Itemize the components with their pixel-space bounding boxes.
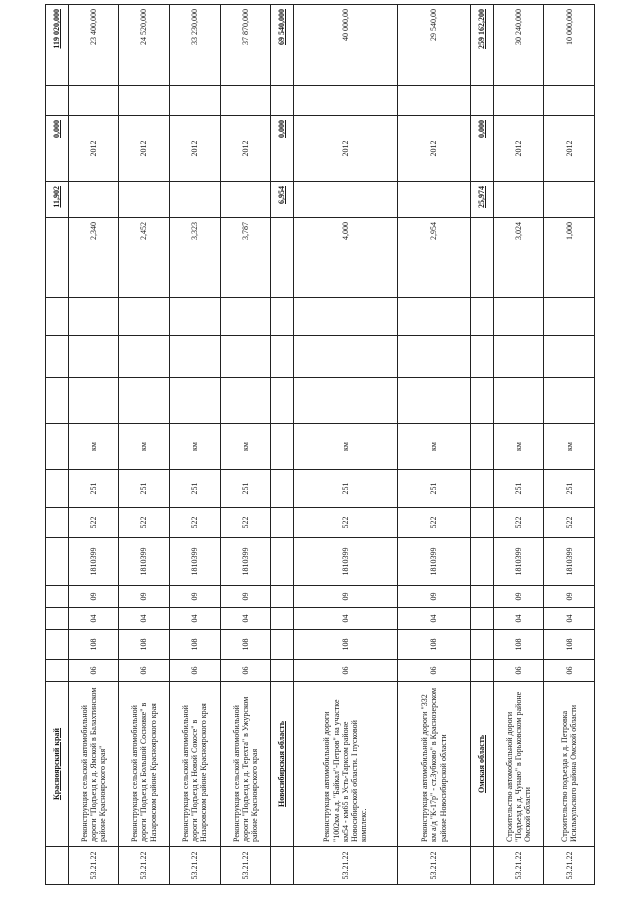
empty-cell: [271, 218, 294, 298]
row-unit: км: [293, 424, 397, 470]
row-code-ministry: 06: [220, 660, 271, 682]
region-name: Омская область: [471, 682, 494, 847]
region-total-zero: 0,000: [271, 116, 294, 182]
row-code-expense-type: 522: [397, 508, 470, 538]
empty-cell: [169, 86, 220, 116]
empty-cell: [220, 86, 271, 116]
empty-cell: [471, 586, 494, 608]
empty-cell: [169, 182, 220, 218]
row-code-ministry: 06: [544, 660, 595, 682]
row-length: 1,000: [544, 218, 595, 298]
empty-cell: [169, 378, 220, 424]
empty-cell: [68, 86, 119, 116]
object-row: [397, 5, 470, 885]
row-code-section: 04: [169, 608, 220, 630]
empty-cell: [119, 182, 170, 218]
row-year: 2012: [220, 116, 271, 182]
row-code-subsection: 09: [544, 586, 595, 608]
row-object-name: Реконструкция сельской автомобильной дороги "Подъезд к д. Терехта" в Ужурском районе Красноярского края: [220, 682, 271, 847]
empty-cell: [493, 298, 544, 336]
row-code: 53.21.22: [119, 847, 170, 885]
empty-cell: [271, 298, 294, 336]
empty-cell: [471, 508, 494, 538]
row-year: 2012: [397, 116, 470, 182]
object-row: [544, 5, 595, 885]
row-code-chapter: 108: [220, 630, 271, 660]
empty-cell: [397, 378, 470, 424]
row-code-kosgu: 251: [493, 470, 544, 508]
row-code-ministry: 06: [293, 660, 397, 682]
empty-cell: [46, 586, 69, 608]
empty-cell: [220, 336, 271, 378]
empty-cell: [68, 298, 119, 336]
row-code-chapter: 108: [68, 630, 119, 660]
row-code-kosgu: 251: [68, 470, 119, 508]
row-code-kosgu: 251: [293, 470, 397, 508]
row-code: 53.21.22: [544, 847, 595, 885]
row-object-name: Реконструкция сельской автомобильной дороги "Подъезд к д. Ямской в Балахтинском районе Красноярского края": [68, 682, 119, 847]
row-code-target: 1810399: [293, 538, 397, 586]
row-code-subsection: 09: [169, 586, 220, 608]
empty-cell: [471, 470, 494, 508]
empty-cell: [471, 86, 494, 116]
row-code-kosgu: 251: [220, 470, 271, 508]
row-code: 53.21.22: [169, 847, 220, 885]
region-total-amount: 119 020,000: [46, 5, 69, 86]
row-unit: км: [544, 424, 595, 470]
row-year: 2012: [544, 116, 595, 182]
region-total-zero: 0,000: [46, 116, 69, 182]
region-total-length: 6,954: [271, 182, 294, 218]
empty-cell: [271, 86, 294, 116]
empty-cell: [471, 336, 494, 378]
empty-cell: [271, 608, 294, 630]
row-object-name: Реконструкция автомобильной дороги "1002км а.д. "Байкал"-Петров" на участке км54 - км65 в Усть-Тарксом районе Новосибирской области. I пусковой комплекс.: [293, 682, 397, 847]
row-code-subsection: 09: [293, 586, 397, 608]
empty-cell: [544, 182, 595, 218]
rotated-table-wrapper: [45, 9, 595, 885]
row-unit: км: [220, 424, 271, 470]
row-unit: км: [493, 424, 544, 470]
empty-cell: [293, 378, 397, 424]
row-length: 3,024: [493, 218, 544, 298]
empty-cell: [169, 298, 220, 336]
empty-cell: [471, 847, 494, 885]
row-object-name: Строительство автомобильной дороги "Подъезд к д. Чунаю" в Горьковском районе Омской области: [493, 682, 544, 847]
empty-cell: [293, 298, 397, 336]
row-code-subsection: 09: [493, 586, 544, 608]
empty-cell: [220, 182, 271, 218]
region-name: Новосибирская область: [271, 682, 294, 847]
row-code-ministry: 06: [397, 660, 470, 682]
row-unit: км: [397, 424, 470, 470]
row-code-chapter: 108: [397, 630, 470, 660]
row-unit: км: [169, 424, 220, 470]
row-amount: 24 520,000: [119, 5, 170, 86]
empty-cell: [544, 378, 595, 424]
row-year: 2012: [293, 116, 397, 182]
empty-cell: [46, 538, 69, 586]
investment-objects-table: [45, 4, 595, 885]
row-year: 2012: [493, 116, 544, 182]
row-code-kosgu: 251: [169, 470, 220, 508]
empty-cell: [46, 630, 69, 660]
row-code: 53.21.22: [293, 847, 397, 885]
empty-cell: [169, 336, 220, 378]
row-code-expense-type: 522: [119, 508, 170, 538]
empty-cell: [271, 660, 294, 682]
empty-cell: [46, 608, 69, 630]
row-length: 2,340: [68, 218, 119, 298]
row-code-subsection: 09: [220, 586, 271, 608]
row-code-chapter: 108: [119, 630, 170, 660]
row-unit: км: [68, 424, 119, 470]
empty-cell: [68, 336, 119, 378]
empty-cell: [397, 86, 470, 116]
row-amount: 29 540,00: [397, 5, 470, 86]
row-code-section: 04: [493, 608, 544, 630]
row-code: 53.21.22: [220, 847, 271, 885]
empty-cell: [293, 86, 397, 116]
row-code-section: 04: [220, 608, 271, 630]
empty-cell: [471, 538, 494, 586]
row-code-section: 04: [119, 608, 170, 630]
row-code-target: 1810399: [397, 538, 470, 586]
row-length: 2,452: [119, 218, 170, 298]
empty-cell: [493, 182, 544, 218]
empty-cell: [471, 298, 494, 336]
row-code-subsection: 09: [397, 586, 470, 608]
empty-cell: [271, 630, 294, 660]
region-total-amount: 259 162,200: [471, 5, 494, 86]
row-amount: 10 000,000: [544, 5, 595, 86]
empty-cell: [471, 660, 494, 682]
row-amount: 40 000,00: [293, 5, 397, 86]
row-code-kosgu: 251: [119, 470, 170, 508]
object-row: [169, 5, 220, 885]
row-code-expense-type: 522: [544, 508, 595, 538]
row-code-ministry: 06: [119, 660, 170, 682]
row-code-subsection: 09: [119, 586, 170, 608]
empty-cell: [471, 218, 494, 298]
row-code-expense-type: 522: [68, 508, 119, 538]
empty-cell: [46, 378, 69, 424]
row-amount: 23 400,000: [68, 5, 119, 86]
object-row: [293, 5, 397, 885]
region-header-row: [46, 5, 69, 885]
empty-cell: [271, 508, 294, 538]
row-code-expense-type: 522: [220, 508, 271, 538]
empty-cell: [271, 424, 294, 470]
row-object-name: Строительство подъезда к д. Петровка Исилькульского района Омской области: [544, 682, 595, 847]
region-name: Красноярский край: [46, 682, 69, 847]
empty-cell: [46, 508, 69, 538]
empty-cell: [271, 378, 294, 424]
empty-cell: [544, 298, 595, 336]
region-total-zero: 0,000: [471, 116, 494, 182]
region-total-length: 11,902: [46, 182, 69, 218]
empty-cell: [397, 336, 470, 378]
row-code-section: 04: [397, 608, 470, 630]
empty-cell: [271, 538, 294, 586]
empty-cell: [293, 336, 397, 378]
row-length: 3,787: [220, 218, 271, 298]
row-code-section: 04: [544, 608, 595, 630]
empty-cell: [68, 378, 119, 424]
row-object-name: Реконструкция автомобильной дороги "332 км а/д "К-17р" - ст.Зубково" в Краснозерском районе Новосибирской области: [397, 682, 470, 847]
row-year: 2012: [68, 116, 119, 182]
region-total-length: 25,974: [471, 182, 494, 218]
empty-cell: [46, 470, 69, 508]
region-total-amount: 69 540,000: [271, 5, 294, 86]
row-code-target: 1810399: [119, 538, 170, 586]
empty-cell: [220, 298, 271, 336]
empty-cell: [471, 378, 494, 424]
row-code-target: 1810399: [544, 538, 595, 586]
row-object-name: Реконструкция сельской автомобильной дороги "Подъезд к Большой Сосновке" в Назаровском районе Красноярского края: [119, 682, 170, 847]
empty-cell: [493, 86, 544, 116]
row-code-expense-type: 522: [293, 508, 397, 538]
row-amount: 37 870,000: [220, 5, 271, 86]
row-code-target: 1810399: [220, 538, 271, 586]
empty-cell: [493, 378, 544, 424]
row-object-name: Реконструкция сельской автомобильной дороги "Подъезд к Новой Сокосе" в Назаровском районе Красноярского края: [169, 682, 220, 847]
row-code: 53.21.22: [397, 847, 470, 885]
table-body: [46, 5, 595, 885]
row-code-ministry: 06: [169, 660, 220, 682]
row-code-chapter: 108: [293, 630, 397, 660]
empty-cell: [471, 424, 494, 470]
empty-cell: [471, 630, 494, 660]
empty-cell: [119, 86, 170, 116]
empty-cell: [220, 378, 271, 424]
empty-cell: [46, 298, 69, 336]
row-code-kosgu: 251: [544, 470, 595, 508]
row-code: 53.21.22: [68, 847, 119, 885]
empty-cell: [119, 378, 170, 424]
empty-cell: [46, 218, 69, 298]
row-code-chapter: 108: [493, 630, 544, 660]
empty-cell: [46, 336, 69, 378]
empty-cell: [271, 470, 294, 508]
row-year: 2012: [169, 116, 220, 182]
object-row: [68, 5, 119, 885]
object-row: [220, 5, 271, 885]
empty-cell: [46, 660, 69, 682]
region-header-row: [471, 5, 494, 885]
empty-cell: [271, 336, 294, 378]
row-code-target: 1810399: [169, 538, 220, 586]
empty-cell: [119, 336, 170, 378]
row-amount: 30 240,000: [493, 5, 544, 86]
empty-cell: [544, 336, 595, 378]
row-code: 53.21.22: [493, 847, 544, 885]
empty-cell: [271, 847, 294, 885]
object-row: [119, 5, 170, 885]
row-code-kosgu: 251: [397, 470, 470, 508]
object-row: [493, 5, 544, 885]
region-header-row: [271, 5, 294, 885]
row-code-target: 1810399: [68, 538, 119, 586]
row-length: 4,000: [293, 218, 397, 298]
empty-cell: [46, 86, 69, 116]
row-code-section: 04: [293, 608, 397, 630]
empty-cell: [471, 608, 494, 630]
empty-cell: [46, 424, 69, 470]
row-year: 2012: [119, 116, 170, 182]
empty-cell: [46, 847, 69, 885]
row-code-expense-type: 522: [493, 508, 544, 538]
empty-cell: [493, 336, 544, 378]
row-code-ministry: 06: [493, 660, 544, 682]
empty-cell: [397, 182, 470, 218]
empty-cell: [68, 182, 119, 218]
row-length: 3,323: [169, 218, 220, 298]
row-code-target: 1810399: [493, 538, 544, 586]
empty-cell: [397, 298, 470, 336]
row-code-chapter: 108: [169, 630, 220, 660]
empty-cell: [544, 86, 595, 116]
row-length: 2,954: [397, 218, 470, 298]
empty-cell: [293, 182, 397, 218]
row-code-section: 04: [68, 608, 119, 630]
row-code-ministry: 06: [68, 660, 119, 682]
row-code-chapter: 108: [544, 630, 595, 660]
row-unit: км: [119, 424, 170, 470]
empty-cell: [119, 298, 170, 336]
row-amount: 33 230,000: [169, 5, 220, 86]
row-code-subsection: 09: [68, 586, 119, 608]
empty-cell: [271, 586, 294, 608]
row-code-expense-type: 522: [169, 508, 220, 538]
